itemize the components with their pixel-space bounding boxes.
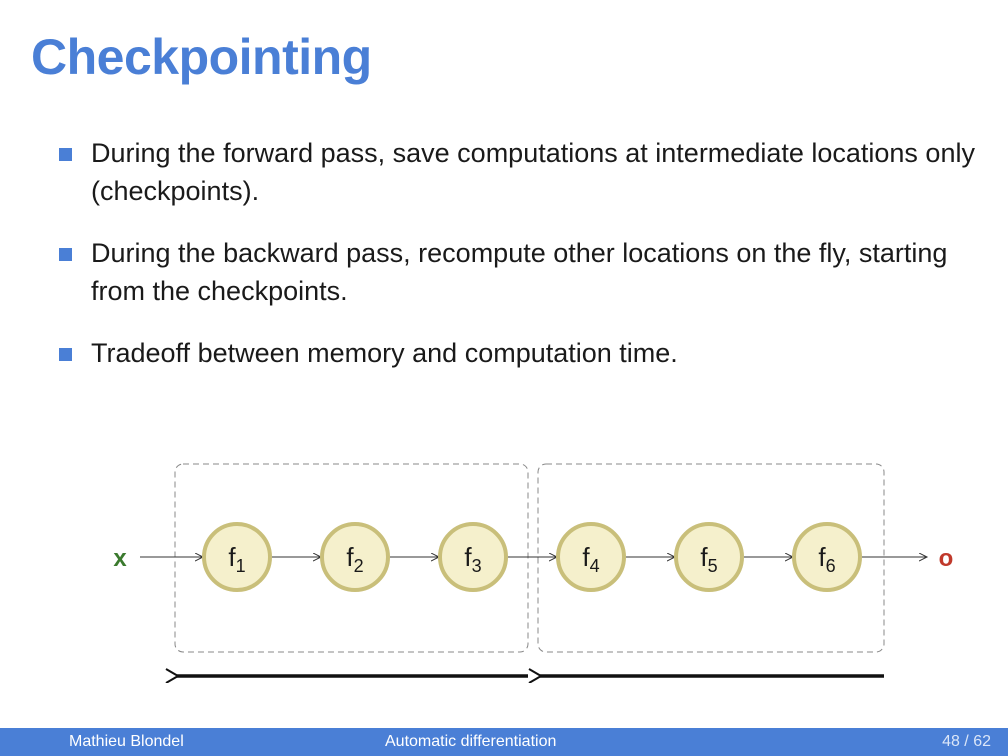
bullet-text: During the backward pass, recompute other locations on the fly, starting from the checkpoints. <box>91 238 948 306</box>
node-subscript: 4 <box>589 556 600 576</box>
node-name: f <box>818 542 826 572</box>
node-subscript: 1 <box>235 556 246 576</box>
node-name: f <box>346 542 354 572</box>
footer-bar <box>0 728 1008 756</box>
footer-talk-title: Automatic differentiation <box>385 733 557 750</box>
bullet-text: Tradeoff between memory and computation time. <box>91 338 678 368</box>
function-node-f1 <box>204 524 270 590</box>
node-name: f <box>700 542 708 572</box>
node-subscript: 5 <box>707 556 718 576</box>
function-node-f4 <box>558 524 624 590</box>
footer-author: Mathieu Blondel <box>69 733 184 750</box>
footer-page-number: 48 / 62 <box>942 733 991 750</box>
slide-title: Checkpointing <box>31 29 372 85</box>
input-label: x <box>113 545 127 572</box>
function-node-f6 <box>794 524 860 590</box>
node-subscript: 3 <box>471 556 482 576</box>
function-node-f3 <box>440 524 506 590</box>
node-name: f <box>228 542 236 572</box>
node-name: f <box>582 542 590 572</box>
output-label: o <box>938 545 954 572</box>
function-node-f2 <box>322 524 388 590</box>
function-node-f5 <box>676 524 742 590</box>
node-subscript: 6 <box>825 556 836 576</box>
node-subscript: 2 <box>353 556 364 576</box>
node-name: f <box>464 542 472 572</box>
bullet-text: During the forward pass, save computations at intermediate locations only (checkpoints). <box>91 138 975 206</box>
